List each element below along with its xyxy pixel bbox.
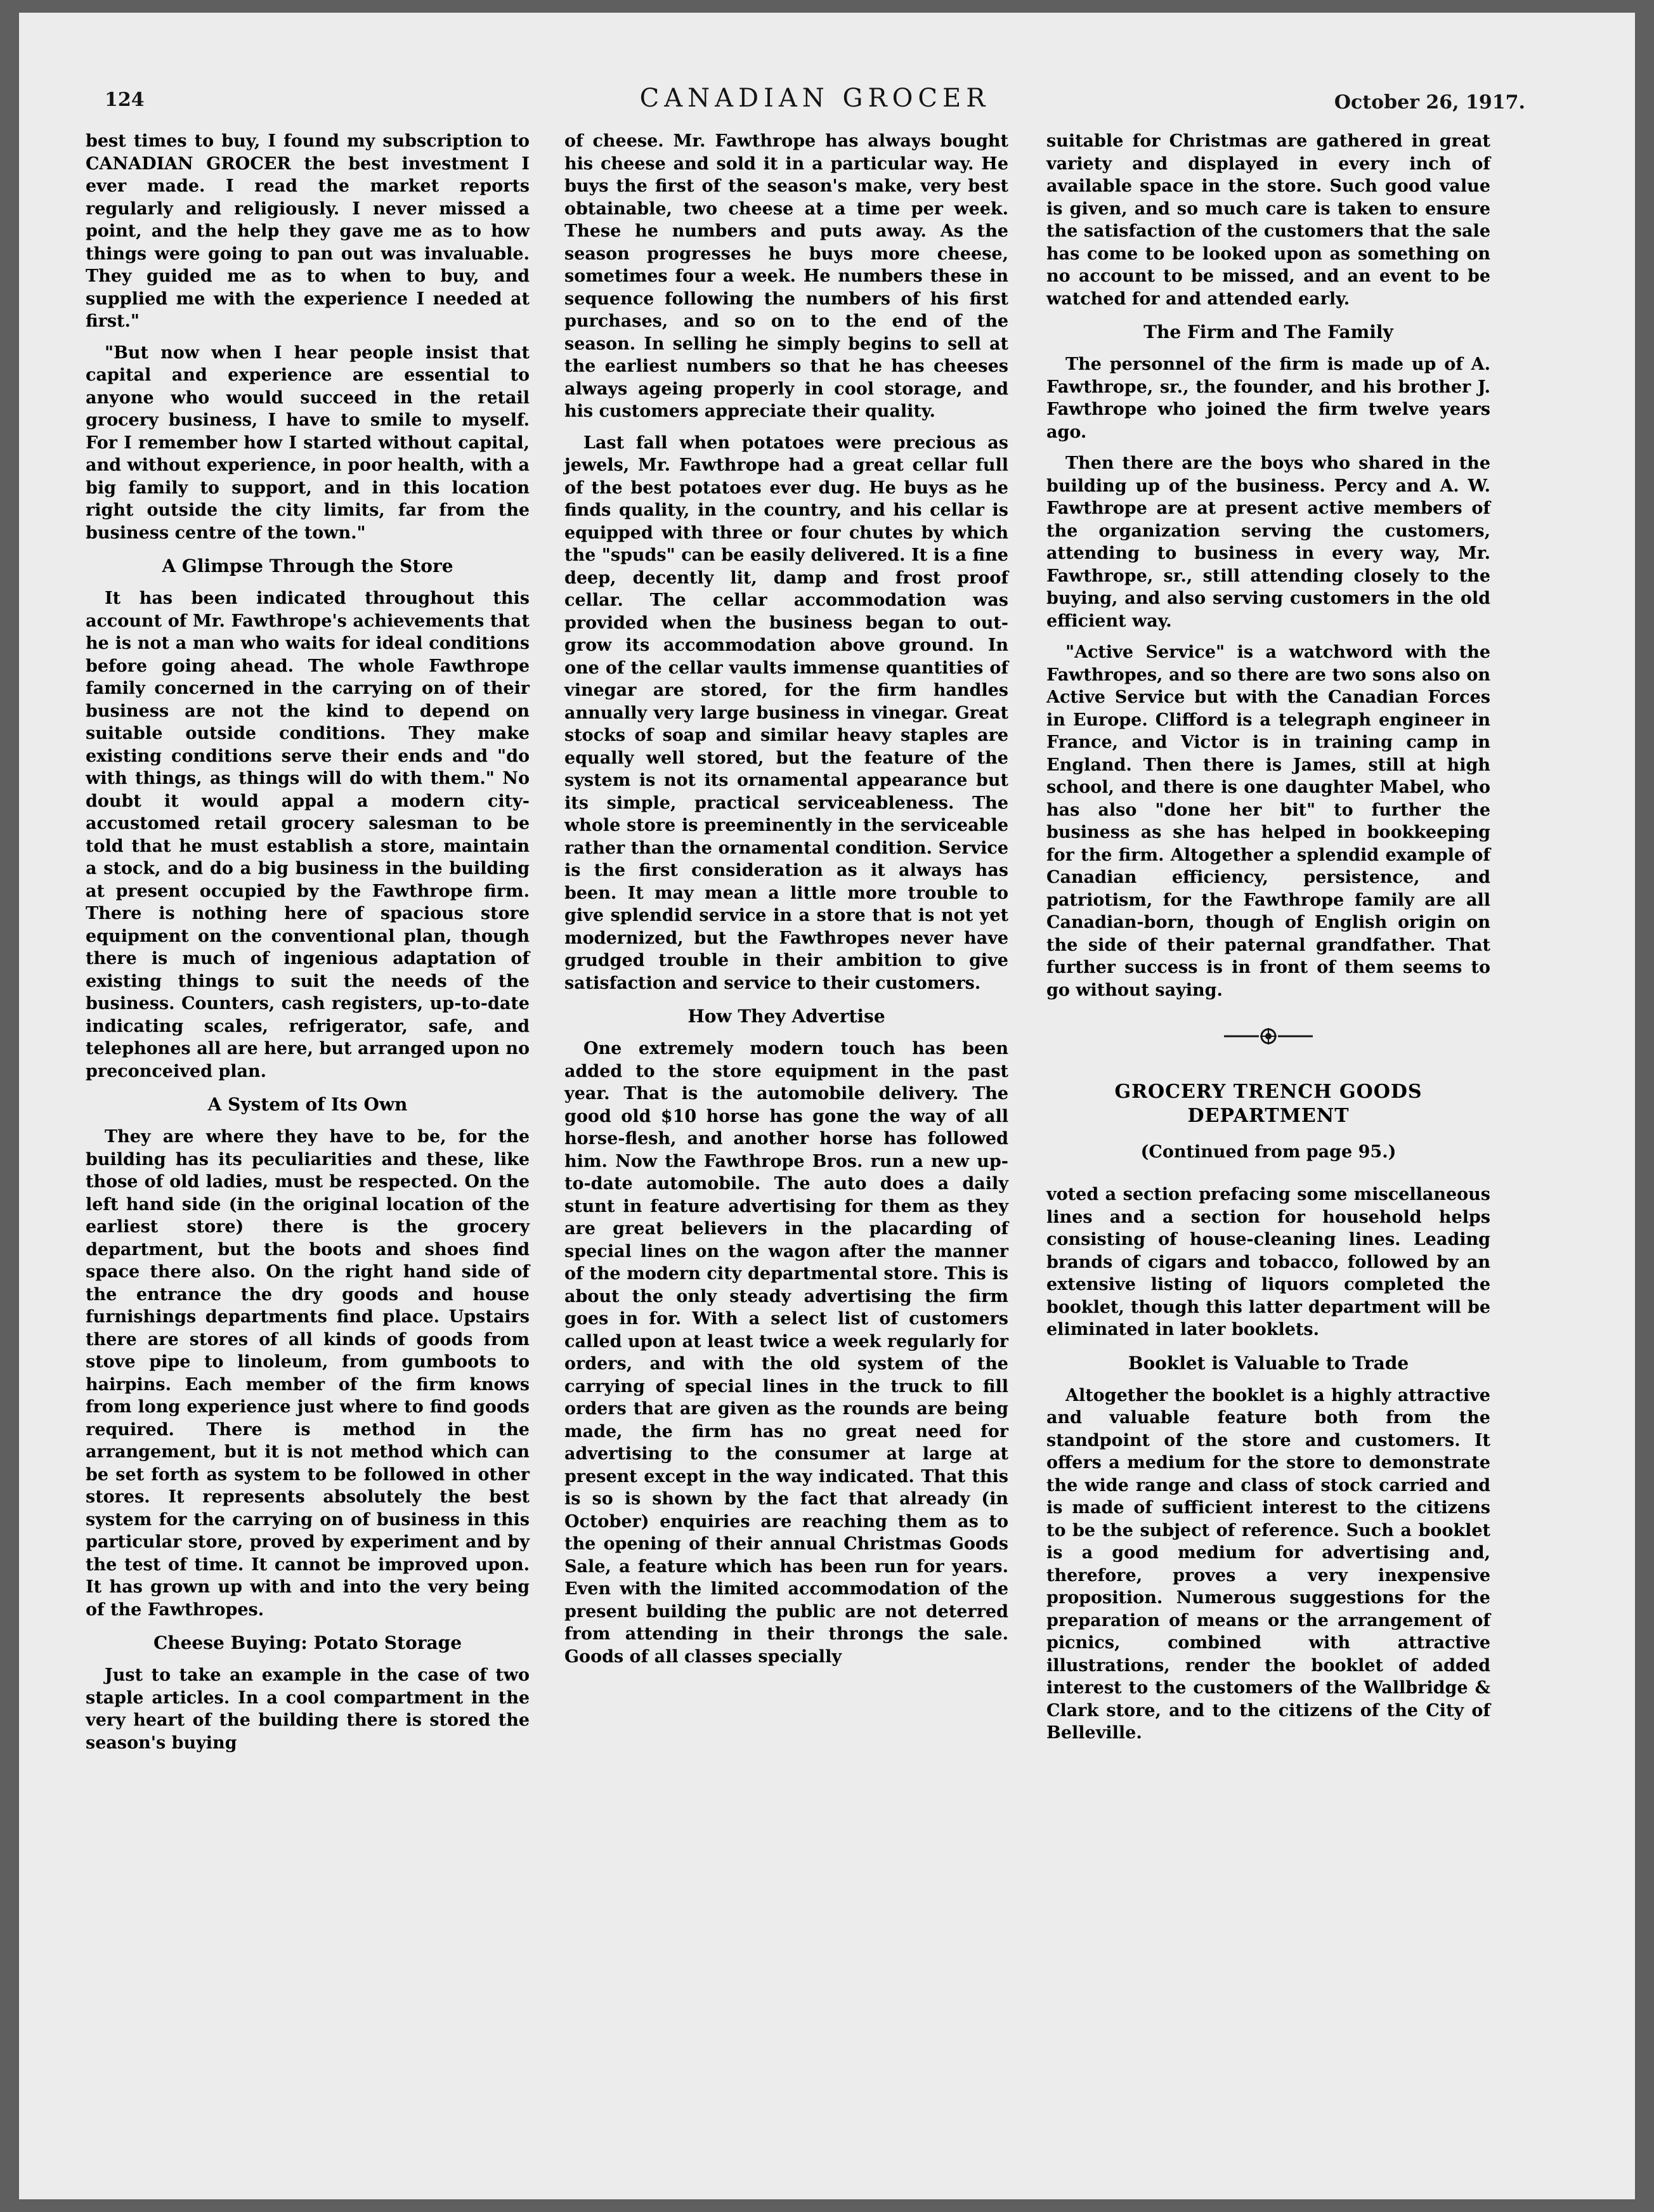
page-header <box>105 84 1525 134</box>
paragraph: Just to take an example in the case of two staple articles. In a cool compartment in the very heart of the building there is stored the season's buying <box>86 1665 530 1753</box>
paragraph: It has been indicated throughout this account of Mr. Fawthrope's achievements that he is not a man who waits for ideal conditions before going ahead. The whole Fawthrope family concerned in the carrying on of their business are not the kind to depend on suitable outside conditions. They make existing conditions serve their ends and "do with things, as things will do with them." No doubt it would appal a modern city-accustomed retail grocery salesman to be told that he must establish a store, maintain a stock, and do a big business in the building at present occupied by the Fawthrope firm. There is nothing here of spacious store equipment on the conventional plan, though there is much of ingenious adaptation of existing things to suit the needs of the business. Counters, cash registers, up-to-date indicating scales, refrigerator, safe, and telephones all are here, but arranged upon no preconceived plan. <box>86 589 530 1081</box>
paragraph: Then there are the boys who shared in the building up of the business. Percy and A. W. Fawthrope are at present active members of the organization serving the customers, attending to business in every way, Mr. Fawthrope, sr., still attending closely to the buying, and also serving customers in the old efficient way. <box>1046 453 1490 631</box>
section-title: GROCERY TRENCH GOODS DEPARTMENT <box>1114 1081 1423 1127</box>
subheading: A System of Its Own <box>207 1094 408 1115</box>
issue-date: October 26, 1917. <box>1334 91 1525 114</box>
paragraph: The personnel of the firm is made up of A. Fawthrope, sr., the founder, and his brother J. Fawthrope who joined the firm twelve years ago. <box>1046 355 1490 442</box>
paragraph: One extremely modern touch has been added to the store equipment in the past year. That is the automobile delivery. The good old $10 horse has gone the way of all horse-flesh, and another horse has followed him. Now the Fawthrope Bros. run a new up-to-date automobile. The auto does a daily stunt in feature advertising for them as they are great believers in the placarding of special lines on the wagon after the manner of the modern city departmental store. This is about the only steady advertising the firm goes in for. With a select list of customers called upon at least twice a week regularly for orders, and with the old system of the carrying of special lines in the truck to fill orders that are given as the rounds are being made, the firm has no great need for advertising to the consumer at large at present except in the way indicated. That this is so is shown by the fact that already (in October) enquiries are reaching them as to the opening of their annual Christmas Goods Sale, a feature which has been run for years. Even with the limited accommodation of the present building the public are not deterred from attending in their throngs the sale. Goods of all classes specially <box>564 1039 1008 1667</box>
subheading: Cheese Buying: Potato Storage <box>153 1632 462 1653</box>
subheading: How They Advertise <box>687 1006 885 1027</box>
paragraph: Altogether the booklet is a highly attractive and valuable feature both from the standpoint of the store and customers. It offers a medium for the store to demonstrate the wide range and class of stock carried and is made of sufficient interest to the citizens to be the subject of reference. Such a booklet is a good medium for advertising and, therefore, proves a very inexpensive proposition. Numerous suggestions for the preparation of means or the arrangement of picnics, combined with attractive illustrations, render the booklet of added interest to the customers of the Wallbridge & Clark store, and to the citizens of the City of Belleville. <box>1046 1385 1490 1743</box>
subheading: A Glimpse Through the Store <box>162 556 453 576</box>
subheading: Booklet is Valuable to Trade <box>1128 1352 1409 1374</box>
paragraph: suitable for Christmas are gathered in great variety and displayed in every inch of available space in the store. Such good value is given, and so much care is taken to ensure the satisfaction of the customers that the sale has come to be looked upon as something on no account to be missed, and an event to be watched for and attended early. <box>1046 131 1490 309</box>
paragraph: best times to buy, I found my subscription to CANADIAN GROCER the best investment I ever made. I read the market reports regularly and religiously. I never missed a point, and the help they gave me as to how things were going to pan out was invaluable. They guided me as to when to buy, and supplied me with the experience I needed at first." <box>86 131 530 331</box>
page-number: 124 <box>105 89 145 111</box>
column-3 <box>1046 130 1490 2039</box>
paragraph: of cheese. Mr. Fawthrope has always bought his cheese and sold it in a particular way. He buys the first of the season's make, very best obtainable, two cheese at a time per week. These he numbers and puts away. As the season progresses he buys more cheese, sometimes four a week. He numbers these in sequence following the numbers of his first purchases, and so on to the end of the season. In selling he simply begins to sell at the earliest numbers so that he has cheeses always ageing properly in cool storage, and his customers appreciate their quality. <box>564 131 1008 421</box>
publication-title: CANADIAN GROCER <box>639 84 991 113</box>
column-1 <box>86 130 530 2039</box>
paragraph: Last fall when potatoes were precious as jewels, Mr. Fawthrope had a great cellar full of the best potatoes ever dug. He buys as he finds quality, in the country, and his cellar is equipped with three or four chutes by which the "spuds" can be easily delivered. It is a fine deep, decently lit, damp and frost proof cellar. The cellar accommodation was provided when the business began to out-grow its accommodation above ground. In one of the cellar vaults immense quantities of vinegar are stored, for the firm handles annually very large business in vinegar. Great stocks of soap and similar heavy staples are equally well stored, but the feature of the system is not its ornamental appearance but its simple, practical serviceableness. The whole store is preeminently in the serviceable rather than the ornamental condition. Service is the first consideration as it always has been. It may mean a little more trouble to give splendid service in a store that is not yet modernized, but the Fawthropes never have grudged trouble in their ambition to give satisfaction and service to their customers. <box>564 433 1008 993</box>
column-2 <box>564 130 1008 2039</box>
paragraph: "Active Service" is a watchword with the Fawthropes, and so there are two sons also on Active Service but with the Canadian Forces in Europe. Clifford is a telegraph engineer in France, and Victor is in training camp in England. Then there is James, still at high school, and there is one daughter Mabel, who has also "done her bit" to further the business as she has helped in bookkeeping for the firm. Altogether a splendid example of Canadian efficiency, persistence, and patriotism, for the Fawthrope family are all Canadian-born, though of English origin on the side of their paternal grandfather. That further success is in front of them seems to go without saying. <box>1046 642 1490 1000</box>
continued-note: (Continued from page 95.) <box>1140 1142 1397 1162</box>
paragraph: voted a section prefacing some miscellaneous lines and a section for household helps consisting of house-cleaning lines. Leading brands of cigars and tobacco, followed by an extensive listing of liquors completed the booklet, though this latter department will be eliminated in later booklets. <box>1046 1185 1490 1339</box>
paragraph: They are where they have to be, for the building has its peculiarities and these, like those of old ladies, must be respected. On the left hand side (in the original location of the earliest store) there is the grocery department, but the boots and shoes find space there also. On the right hand side of the entrance the dry goods and house furnishings departments find place. Upstairs there are stores of all kinds of goods from stove pipe to linoleum, from gumboots to hairpins. Each member of the firm knows from long experience just where to find goods required. There is method in the arrangement, but it is not method which can be set forth as system to be followed in other stores. It represents absolutely the best system for the carrying on of business in this particular store, proved by experiment and by the test of time. It cannot be improved upon. It has grown up with and into the very being of the Fawthropes. <box>86 1127 530 1620</box>
ornamental-divider-icon <box>1046 1027 1490 1046</box>
subheading: The Firm and The Family <box>1143 322 1393 342</box>
paragraph: "But now when I hear people insist that capital and experience are essential to anyone who would succeed in the retail grocery business, I have to smile to myself. For I remember how I started without capital, and without experience, in poor health, with a big family to support, and in this location right outside the city limits, far from the business centre of the town." <box>86 342 530 543</box>
